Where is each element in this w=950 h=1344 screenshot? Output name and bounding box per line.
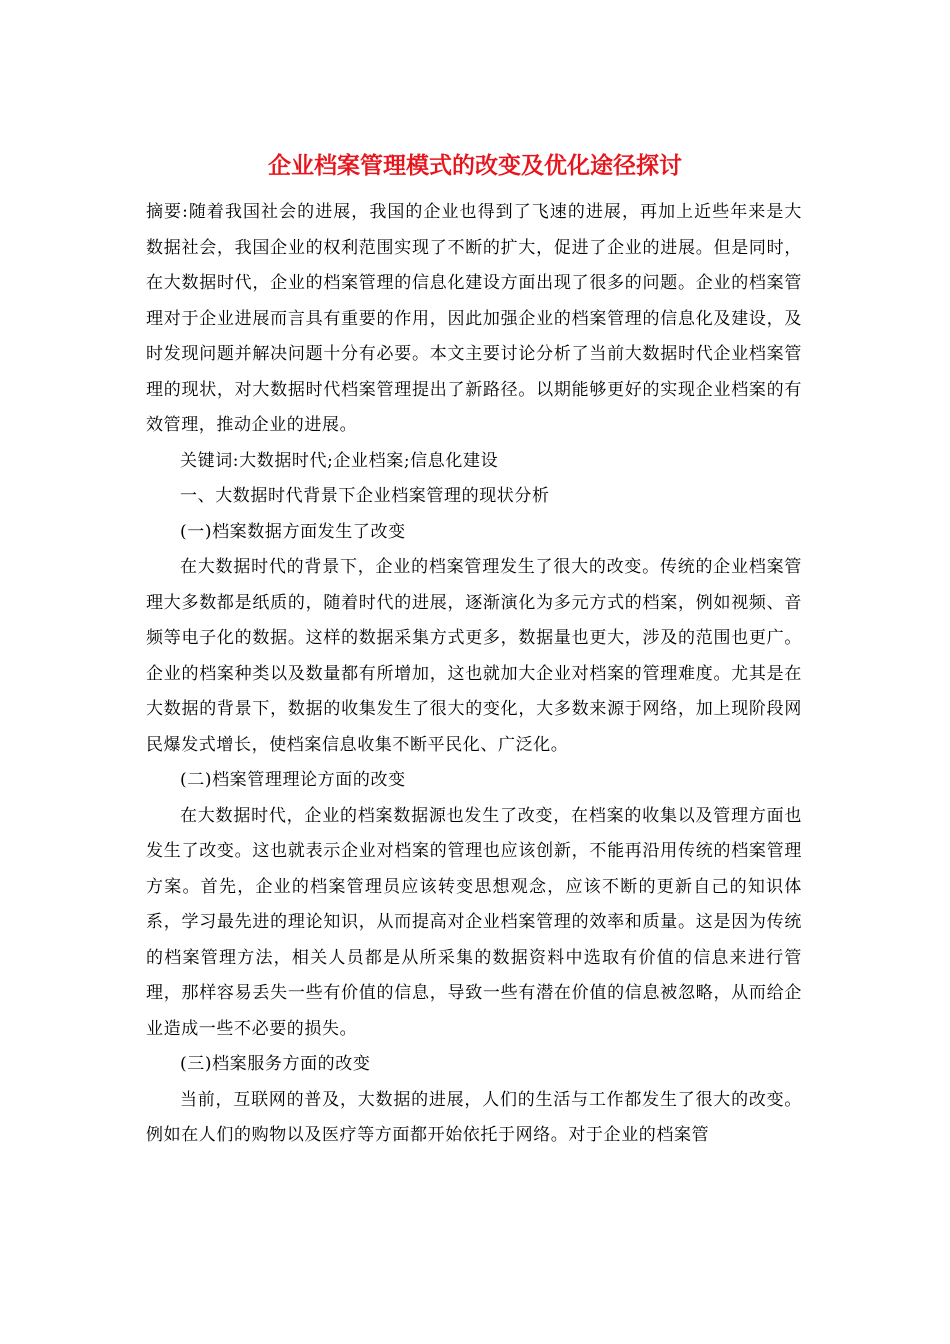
section-heading-1: 一、大数据时代背景下企业档案管理的现状分析 (180, 486, 550, 506)
subsection-paragraph-1: 在大数据时代的背景下，企业的档案管理发生了很大的改变。传统的企业档案管理大多数都是纸质的，随着时代的进展，逐渐演化为多元方式的档案，例如视频、音频等电子化的数据。这样的数据采集方式更多，数据量也更大，涉及的范围也更广。企业的档案种类以及数量都有所增加，这也就加大企业对档案的管理难度。尤其是在大数据的背景下，数据的收集发生了很大的变化，大多数来源于网络，加上现阶段网民爆发式增长，使档案信息收集不断平民化、广泛化。 (146, 557, 802, 755)
abstract-paragraph: 摘要:随着我国社会的进展，我国的企业也得到了飞速的进展，再加上近些年来是大数据社会，我国企业的权利范围实现了不断的扩大，促进了企业的进展。但是同时，在大数据时代，企业的档案管理的信息化建设方面出现了很多的问题。企业的档案管理对于企业进展而言具有重要的作用，因此加强企业的档案管理的信息化及建设，及时发现问题并解决问题十分有必要。本文主要讨论分析了当前大数据时代企业档案管理的现状，对大数据时代档案管理提出了新路径。以期能够更好的实现企业档案的有效管理，推动企业的进展。 (146, 202, 802, 435)
subsection-paragraph-2: 在大数据时代，企业的档案数据源也发生了改变，在档案的收集以及管理方面也发生了改变。这也就表示企业对档案的管理也应该创新，不能再沿用传统的档案管理方案。首先，企业的档案管理员应该转变思想观念，应该不断的更新自己的知识体系，学习最先进的理论知识，从而提高对企业档案管理的效率和质量。这是因为传统的档案管理方法，相关人员都是从所采集的数据资料中选取有价值的信息来进行管理，那样容易丢失一些有价值的信息，导致一些有潜在价值的信息被忽略，从而给企业造成一些不必要的损失。 (146, 805, 802, 1039)
document-body (146, 195, 802, 1154)
document-title: 企业档案管理模式的改变及优化途径探讨 (268, 152, 682, 179)
keywords-line: 关键词:大数据时代;企业档案;信息化建设 (180, 450, 499, 471)
subsection-heading-2: (二)档案管理理论方面的改变 (180, 770, 406, 790)
subsection-heading-3: (三)档案服务方面的改变 (180, 1054, 371, 1074)
subsection-heading-1: (一)档案数据方面发生了改变 (180, 521, 406, 542)
subsection-paragraph-3: 当前，互联网的普及，大数据的进展，人们的生活与工作都发生了很大的改变。例如在人们的购物以及医疗等方面都开始依托于网络。对于企业的档案管 (146, 1089, 802, 1145)
